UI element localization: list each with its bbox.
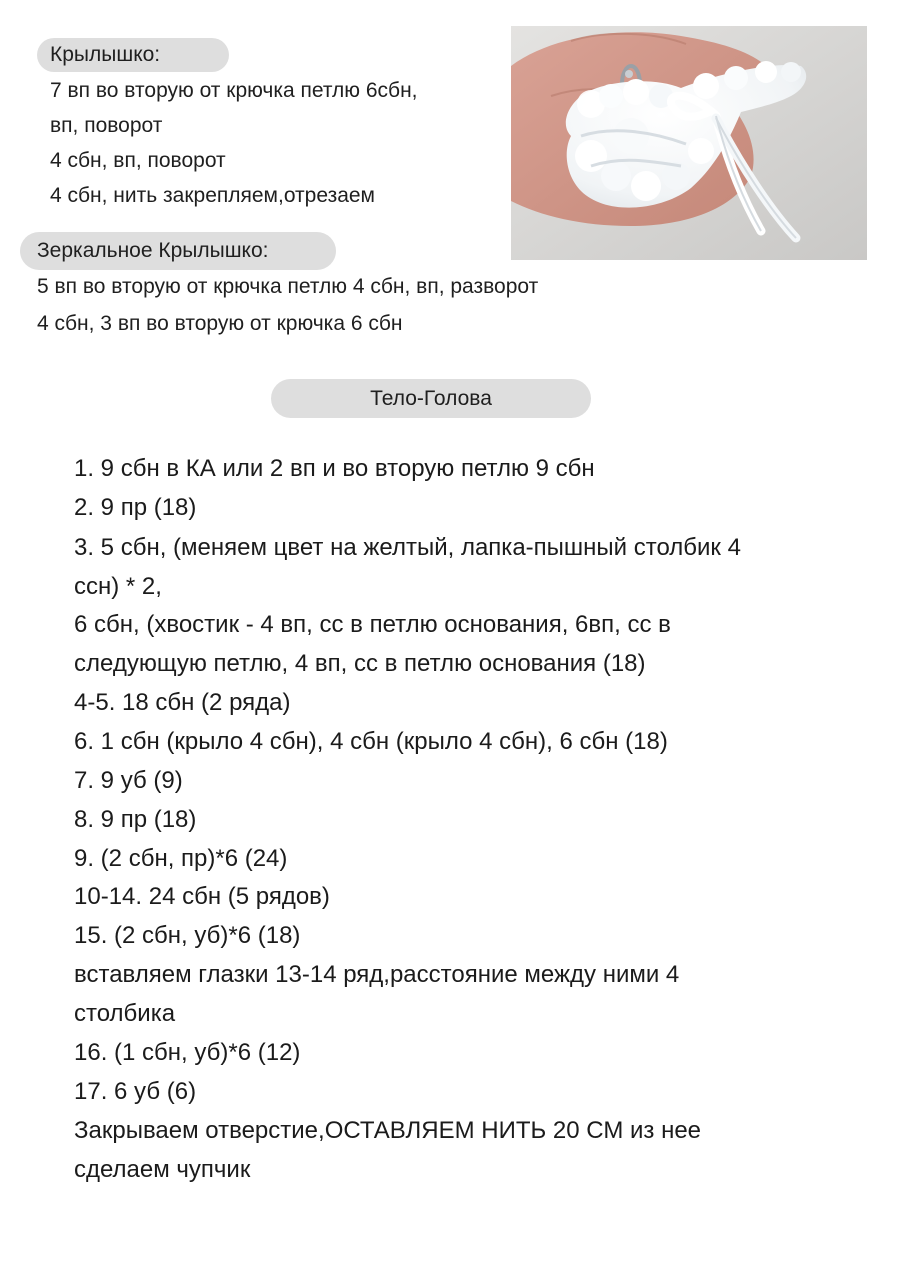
mirror-wing-section-title: [20, 232, 336, 270]
mirror-wing-title-text: Зеркальное Крылышко:: [37, 239, 269, 262]
wing-photo: [511, 26, 867, 260]
body-row-7: 7. 9 уб (9): [74, 767, 183, 794]
wing-line-3: 4 сбн, вп, поворот: [50, 149, 226, 172]
body-note-eyes-b: столбика: [74, 1000, 176, 1027]
mirror-wing-line-2: 4 сбн, 3 вп во вторую от крючка 6 сбн: [37, 312, 403, 335]
body-row-17: 17. 6 уб (6): [74, 1078, 197, 1105]
body-head-title-text: Тело-Голова: [370, 386, 492, 410]
body-note-close-b: сделаем чупчик: [74, 1156, 251, 1183]
body-row-3b: ссн) * 2,: [74, 573, 162, 600]
body-row-2: 2. 9 пр (18): [74, 494, 197, 521]
wing-section-title: [37, 38, 229, 72]
body-row-9: 9. (2 сбн, пр)*6 (24): [74, 845, 288, 872]
body-head-section-title: [271, 379, 591, 418]
body-row-16: 16. (1 сбн, уб)*6 (12): [74, 1039, 301, 1066]
body-note-eyes-a: вставляем глазки 13-14 ряд,расстояние между ними 4: [74, 961, 680, 988]
body-row-10-14: 10-14. 24 сбн (5 рядов): [74, 883, 330, 910]
wing-title-text: Крылышко:: [50, 43, 161, 66]
body-row-3d: следующую петлю, 4 вп, сс в петлю основания (18): [74, 650, 646, 677]
body-row-1: 1. 9 сбн в КА или 2 вп и во вторую петлю 9 сбн: [74, 455, 595, 482]
body-row-6: 6. 1 сбн (крыло 4 сбн), 4 сбн (крыло 4 сбн), 6 сбн (18): [74, 728, 668, 755]
wing-line-1: 7 вп во вторую от крючка петлю 6сбн,: [50, 79, 418, 102]
wing-line-4: 4 сбн, нить закрепляем,отрезаем: [50, 184, 375, 207]
body-row-4-5: 4-5. 18 сбн (2 ряда): [74, 689, 291, 716]
body-row-8: 8. 9 пр (18): [74, 806, 197, 833]
body-row-3c: 6 сбн, (хвостик - 4 вп, сс в петлю основания, 6вп, сс в: [74, 611, 671, 638]
body-row-3a: 3. 5 сбн, (меняем цвет на желтый, лапка-пышный столбик 4: [74, 534, 741, 561]
body-row-15: 15. (2 сбн, уб)*6 (18): [74, 922, 301, 949]
mirror-wing-line-1: 5 вп во вторую от крючка петлю 4 сбн, вп, разворот: [37, 275, 539, 298]
wing-line-2: вп, поворот: [50, 114, 163, 137]
body-note-close-a: Закрываем отверстие,ОСТАВЛЯЕМ НИТЬ 20 СМ из нее: [74, 1117, 702, 1144]
